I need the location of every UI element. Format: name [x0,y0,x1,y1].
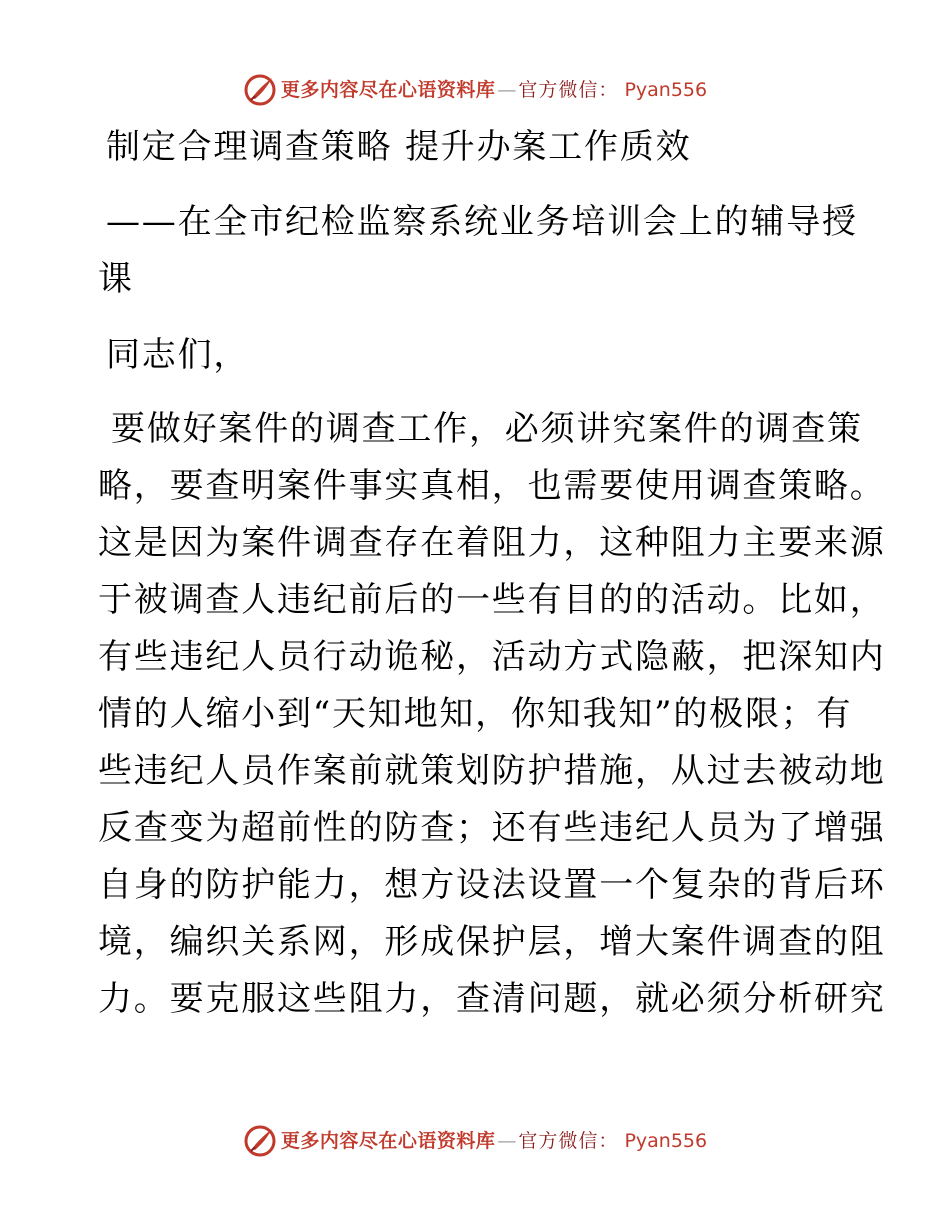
body-line: 这是因为案件调查存在着阻力，这种阻力主要来源 [98,523,886,563]
body-line: 要做好案件的调查工作，必须讲究案件的调查策 [111,409,863,449]
body-line: 境，编织关系网，形成保护层，增大案件调查的阻 [98,922,886,962]
body-line: 些违纪人员作案前就策划防护措施，从过去被动地 [98,751,886,791]
document-title: 制定合理调查策略 提升办案工作质效 [106,127,692,167]
site-name-text: 更多内容尽在心语资料库 [280,79,496,101]
wechat-label: 官方微信： [518,79,619,101]
quill-pen-logo-icon [243,1124,277,1158]
banner-dash: — [497,1130,517,1152]
body-line: 反查变为超前性的防查；还有些违纪人员为了增强 [98,808,886,848]
document-subtitle-line-2: 课 [98,259,134,299]
body-line: 略，要查明案件事实真相，也需要使用调查策略。 [98,466,886,506]
footer-watermark-banner [0,1121,950,1161]
body-line: 力。要克服这些阻力，查清问题，就必须分析研究 [98,979,886,1019]
site-name-text: 更多内容尽在心语资料库 [280,1130,496,1152]
wechat-id: Pyan556 [624,79,708,101]
salutation: 同志们， [106,335,250,375]
body-line: 于被调查人违纪前后的一些有目的的活动。比如， [98,580,886,620]
banner-dash: — [497,79,517,101]
header-watermark-banner [0,70,950,110]
quill-pen-logo-icon [243,73,277,107]
body-line: 情的人缩小到“天知地知，你知我知”的极限；有 [98,694,853,734]
body-line: 自身的防护能力，想方设法设置一个复杂的背后环 [98,865,886,905]
wechat-label: 官方微信： [518,1130,619,1152]
document-subtitle-line-1: ——在全市纪检监察系统业务培训会上的辅导授 [106,202,858,242]
body-line: 有些违纪人员行动诡秘，活动方式隐蔽，把深知内 [98,637,886,677]
wechat-id: Pyan556 [624,1130,708,1152]
